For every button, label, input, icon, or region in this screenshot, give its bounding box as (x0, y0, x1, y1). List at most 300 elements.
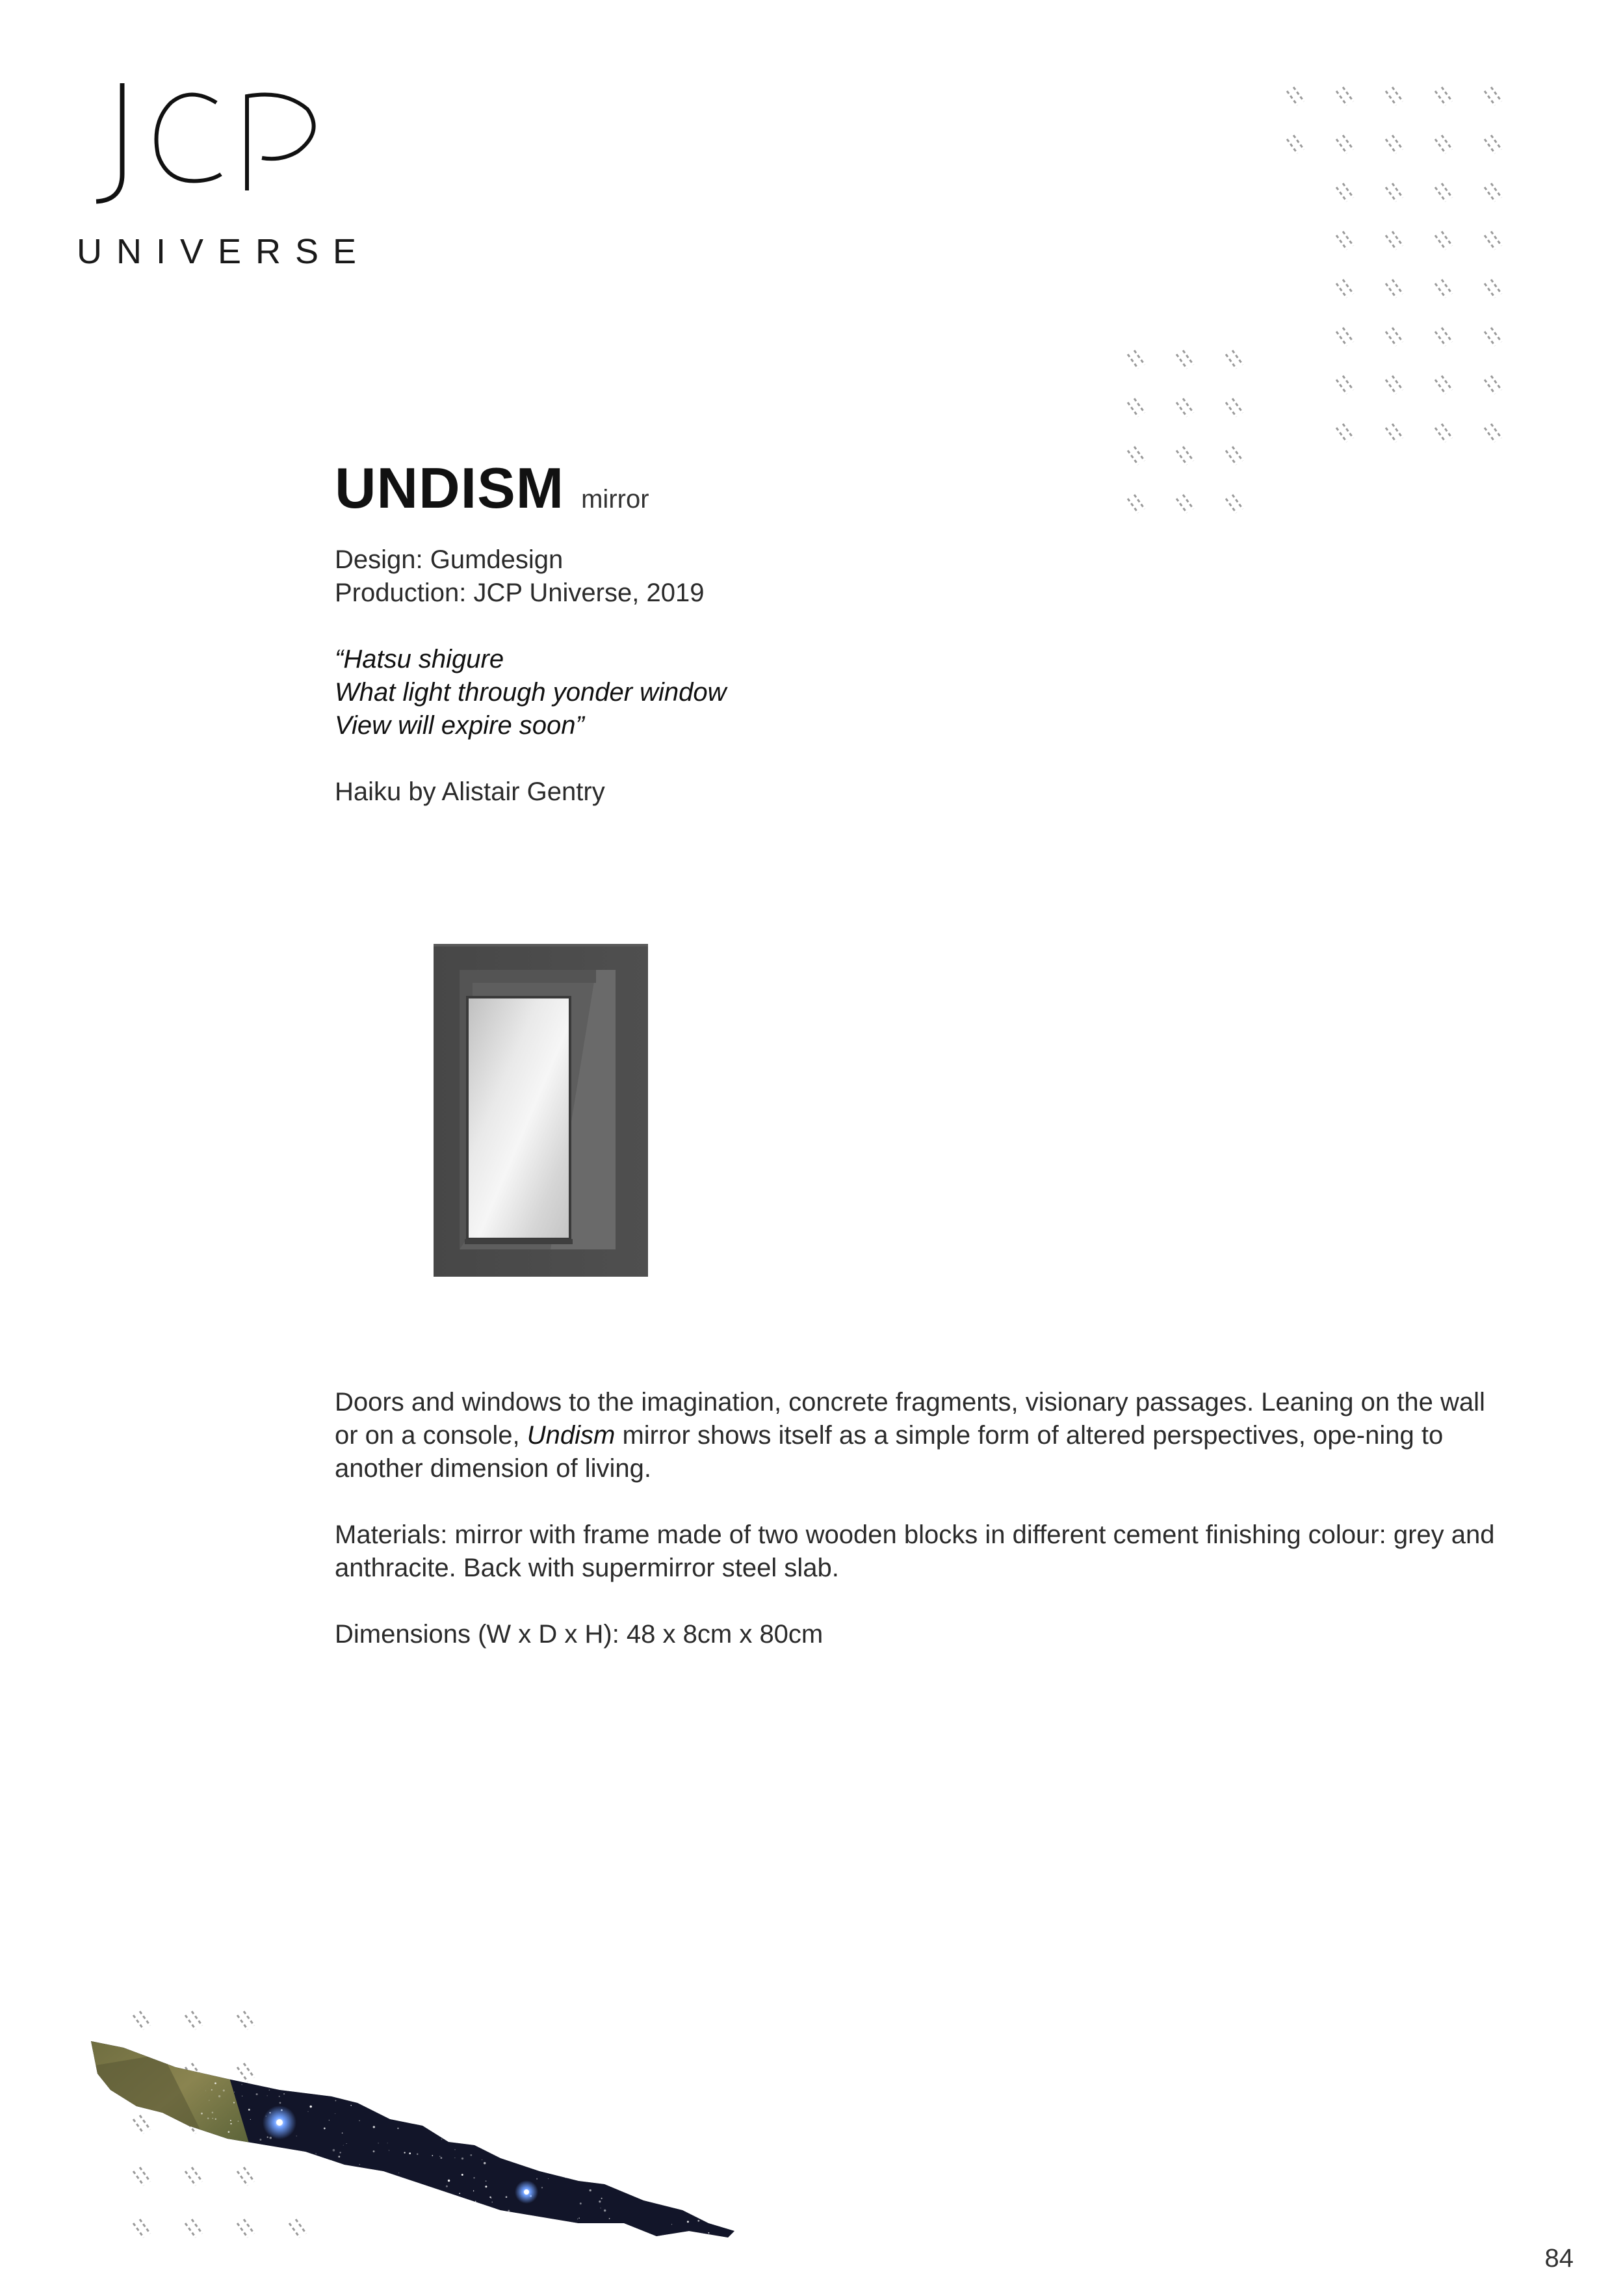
star (642, 2110, 643, 2111)
slash-mark (1485, 187, 1495, 202)
brand-subtitle: UNIVERSE (77, 232, 371, 271)
star (611, 2174, 612, 2176)
star (439, 2191, 440, 2192)
slash-mark (1392, 328, 1403, 342)
star (721, 2217, 722, 2219)
slash-mark (1386, 139, 1396, 153)
star (203, 2237, 205, 2239)
slash-mark (1386, 332, 1396, 346)
star (709, 2119, 710, 2120)
star (710, 2059, 711, 2061)
star (316, 2230, 317, 2232)
star (459, 2193, 460, 2194)
star (234, 2092, 235, 2093)
star (620, 2146, 621, 2147)
star (731, 2063, 733, 2065)
star (536, 2060, 537, 2061)
star (461, 2174, 463, 2176)
star (267, 2136, 268, 2137)
star (764, 2176, 766, 2178)
star (279, 2102, 281, 2104)
star (417, 2154, 418, 2155)
slash-mark (1491, 231, 1501, 246)
star (640, 2178, 642, 2180)
slash-mark (1485, 139, 1495, 153)
star (662, 2078, 663, 2080)
star (518, 2058, 519, 2059)
star (441, 2075, 442, 2076)
star (530, 2089, 532, 2091)
slash-mark (133, 2015, 144, 2029)
star (768, 2230, 770, 2231)
slash-mark (1336, 332, 1347, 346)
materials-paragraph: Materials: mirror with frame made of two wooden blocks in different cement finishing colour: grey and anthracite. Back with supermirror steel slab. (335, 1520, 1495, 1582)
star (355, 2198, 357, 2200)
star (579, 2147, 581, 2149)
star (618, 2111, 619, 2113)
star (751, 2073, 753, 2074)
star (250, 2119, 251, 2120)
design-credit: Design: Gumdesign (335, 545, 564, 574)
star (439, 2156, 441, 2157)
star (701, 2131, 702, 2132)
star (233, 2102, 235, 2103)
star (324, 2128, 326, 2130)
star (761, 2174, 762, 2176)
slash-mark (1336, 380, 1347, 394)
star (729, 2129, 731, 2131)
star (239, 2065, 240, 2066)
star (216, 2144, 218, 2146)
star (548, 2178, 549, 2179)
star (503, 2133, 504, 2134)
star (533, 2078, 534, 2080)
slash-mark (1232, 350, 1243, 365)
slash-mark (1392, 231, 1403, 246)
slash-mark (1442, 87, 1452, 101)
star (249, 2205, 250, 2206)
star (562, 2097, 564, 2099)
slash-mark (1491, 87, 1501, 101)
star (230, 2123, 231, 2124)
product-info (335, 455, 1505, 809)
slash-mark (1386, 91, 1396, 105)
star (514, 2070, 516, 2072)
star (331, 2232, 332, 2233)
slash-mark (1435, 380, 1446, 394)
star (708, 2232, 709, 2234)
star (571, 2171, 573, 2172)
star (575, 2161, 577, 2163)
star (580, 2148, 582, 2150)
star (482, 2127, 483, 2128)
star (562, 2081, 564, 2083)
star (604, 2210, 606, 2212)
star (760, 2122, 762, 2124)
star (477, 2055, 478, 2056)
star (538, 2131, 539, 2132)
slash-mark (1343, 424, 1353, 438)
star (452, 2067, 455, 2070)
star (401, 2219, 403, 2221)
slash-mark (192, 2011, 202, 2026)
slash-mark (1336, 91, 1347, 105)
slash-mark (1336, 139, 1347, 153)
star (343, 2145, 344, 2146)
slash-mark (1176, 402, 1187, 417)
star (404, 2152, 405, 2153)
star (409, 2152, 411, 2154)
star (276, 2087, 278, 2089)
star (485, 2185, 487, 2187)
star (452, 2211, 453, 2213)
star (405, 2197, 407, 2199)
star (694, 2161, 695, 2162)
star (751, 2169, 752, 2170)
product-description (335, 1386, 1505, 1684)
star (762, 2151, 763, 2152)
star (675, 2239, 677, 2241)
star (277, 2055, 279, 2057)
star (584, 2068, 586, 2070)
star (642, 2192, 644, 2194)
mirror-illustration (434, 944, 648, 1277)
slash-mark (1128, 402, 1138, 417)
star (487, 2215, 489, 2217)
star (478, 2073, 479, 2074)
star (755, 2170, 756, 2171)
star (601, 2162, 602, 2163)
star (568, 2074, 569, 2075)
star (569, 2231, 570, 2232)
slash-mark (1343, 231, 1353, 246)
star (669, 2099, 671, 2101)
star (750, 2151, 751, 2152)
star (580, 2202, 582, 2204)
star (212, 2112, 214, 2114)
star (317, 2067, 318, 2069)
star (428, 2218, 430, 2220)
star (432, 2155, 433, 2156)
star (749, 2185, 750, 2186)
star (304, 2085, 306, 2087)
star (757, 2116, 758, 2117)
star (484, 2063, 485, 2065)
star (337, 2220, 339, 2221)
star (418, 2070, 419, 2072)
star (609, 2136, 610, 2137)
slash-mark (1392, 424, 1403, 438)
star (731, 2066, 732, 2067)
slash-mark (185, 2015, 196, 2029)
star (565, 2106, 566, 2107)
star (218, 2159, 220, 2161)
star (421, 2107, 423, 2109)
slash-mark (1343, 87, 1353, 101)
star (398, 2172, 399, 2173)
star (234, 2190, 235, 2191)
star (256, 2093, 258, 2095)
star (338, 2156, 340, 2158)
star (536, 2178, 538, 2180)
star (458, 2128, 460, 2130)
star (586, 2109, 588, 2111)
star (676, 2087, 677, 2089)
star (298, 2204, 299, 2205)
star (634, 2190, 635, 2191)
slash-mark (1128, 354, 1138, 369)
star (577, 2068, 578, 2069)
star (255, 2234, 257, 2236)
star (440, 2055, 441, 2057)
star (470, 2154, 472, 2156)
slash-mark (1336, 428, 1347, 442)
star (520, 2118, 522, 2120)
star (285, 2163, 286, 2164)
star (294, 2086, 296, 2088)
slash-mark (1343, 280, 1353, 294)
credits (335, 543, 1505, 610)
star (259, 2139, 261, 2141)
star (289, 2217, 290, 2218)
star (298, 2198, 300, 2200)
star (315, 2153, 317, 2154)
star (296, 2054, 298, 2055)
star (308, 2111, 309, 2112)
slash-mark (1343, 328, 1353, 342)
star (308, 2229, 310, 2231)
star (710, 2180, 712, 2182)
star (417, 2227, 419, 2229)
slash-mark (1336, 187, 1347, 202)
slash-mark (1336, 283, 1347, 298)
star (358, 2229, 360, 2231)
star (561, 2098, 563, 2100)
star (319, 2187, 320, 2188)
star (678, 2183, 680, 2185)
slash-mark (1293, 87, 1304, 101)
star (269, 2089, 270, 2091)
star (267, 2095, 268, 2096)
star (463, 2228, 465, 2230)
slash-mark (1485, 235, 1495, 250)
star (541, 2080, 543, 2082)
slash-mark (1485, 91, 1495, 105)
star (406, 2234, 408, 2236)
slash-mark (1435, 91, 1446, 105)
slash-mark (1386, 428, 1396, 442)
star (701, 2145, 702, 2146)
star (750, 2138, 753, 2141)
star (563, 2128, 565, 2130)
star (772, 2095, 773, 2096)
star (407, 2101, 408, 2102)
star (672, 2200, 673, 2201)
star (697, 2132, 698, 2133)
star (748, 2144, 750, 2146)
star (342, 2132, 343, 2133)
slash-mark (1491, 328, 1501, 342)
star (658, 2156, 660, 2158)
star (574, 2127, 576, 2129)
star (725, 2059, 727, 2061)
star (252, 2067, 254, 2069)
star (359, 2120, 360, 2121)
star (687, 2060, 688, 2061)
star (679, 2194, 681, 2196)
star (339, 2152, 341, 2153)
star (721, 2196, 722, 2197)
star (260, 2153, 262, 2155)
star (663, 2193, 665, 2195)
slash-mark (1435, 235, 1446, 250)
star (352, 2098, 354, 2100)
slash-mark (1435, 332, 1446, 346)
slash-mark (1485, 428, 1495, 442)
star (373, 2150, 375, 2152)
slash-mark (1343, 135, 1353, 150)
star (491, 2197, 492, 2198)
star (730, 2176, 732, 2178)
star (211, 2089, 213, 2091)
star (627, 2086, 629, 2088)
star (654, 2058, 655, 2059)
slash-mark (1134, 398, 1145, 413)
star (381, 2065, 383, 2067)
star (333, 2149, 335, 2152)
star (506, 2196, 508, 2198)
slash-mark (1134, 350, 1145, 365)
slash-mark (1442, 376, 1452, 390)
page-number: 84 (1544, 2244, 1574, 2273)
star (486, 2180, 487, 2182)
star (469, 2137, 471, 2138)
star (245, 2220, 246, 2221)
star (335, 2100, 336, 2101)
slash-mark (1232, 398, 1243, 413)
star (517, 2076, 519, 2078)
star (720, 2090, 721, 2092)
product-type: mirror (581, 485, 649, 514)
star (601, 2198, 603, 2199)
star (443, 2119, 444, 2120)
slash-mark (1386, 187, 1396, 202)
star (465, 2083, 467, 2084)
star (686, 2195, 687, 2197)
star (747, 2115, 749, 2116)
haiku (335, 643, 1505, 742)
star (562, 2124, 563, 2125)
star (581, 2054, 582, 2055)
star (755, 2083, 756, 2084)
star (441, 2157, 443, 2159)
slash-mark (1435, 428, 1446, 442)
star (760, 2239, 761, 2241)
star (647, 2184, 648, 2185)
star (744, 2054, 746, 2055)
star (512, 2240, 514, 2242)
star (744, 2110, 746, 2112)
slash-mark (1491, 376, 1501, 390)
star (272, 2202, 274, 2204)
slash-mark (1392, 183, 1403, 198)
star (215, 2119, 216, 2120)
slash-mark (1442, 328, 1452, 342)
star (578, 2217, 579, 2218)
star (590, 2189, 591, 2191)
star (429, 2107, 430, 2108)
star (474, 2237, 476, 2239)
star (262, 2147, 263, 2148)
star (576, 2149, 578, 2151)
haiku-line: View will expire soon” (335, 711, 584, 740)
star (309, 2176, 311, 2177)
star (308, 2177, 309, 2178)
star (287, 2060, 289, 2061)
star (720, 2185, 721, 2187)
slash-mark (1392, 87, 1403, 101)
star (448, 2180, 450, 2182)
star (395, 2073, 397, 2075)
star (514, 2116, 515, 2117)
star (599, 2200, 601, 2202)
product-title: UNDISM (335, 456, 565, 520)
star (428, 2104, 430, 2106)
slash-mark (1491, 424, 1501, 438)
star (645, 2103, 646, 2104)
production-credit: Production: JCP Universe, 2019 (335, 579, 705, 607)
star (452, 2124, 454, 2126)
star (207, 2117, 209, 2119)
star (458, 2216, 460, 2217)
slash-mark (1287, 91, 1297, 105)
star (461, 2158, 463, 2159)
star (467, 2100, 469, 2102)
star (480, 2131, 482, 2132)
star (633, 2119, 635, 2120)
star (558, 2070, 559, 2071)
star (517, 2150, 519, 2152)
star (359, 2164, 360, 2165)
star (743, 2222, 745, 2224)
slash-mark (1287, 139, 1297, 153)
star (475, 2201, 476, 2202)
star (708, 2062, 710, 2064)
star (357, 2205, 359, 2207)
star (230, 2120, 231, 2121)
star (272, 2227, 274, 2229)
star (550, 2126, 551, 2127)
slash-mark (1435, 139, 1446, 153)
star (292, 2082, 294, 2083)
star (346, 2143, 347, 2144)
star (423, 2101, 424, 2102)
star (565, 2177, 566, 2178)
star (293, 2228, 295, 2230)
slash-mark (237, 2015, 248, 2029)
star (474, 2208, 475, 2210)
star (517, 2229, 519, 2231)
star (384, 2226, 385, 2227)
star (441, 2139, 443, 2140)
star (642, 2191, 643, 2192)
slash-mark (1343, 376, 1353, 390)
star (508, 2213, 510, 2214)
slash-mark (1485, 332, 1495, 346)
star (682, 2166, 684, 2167)
star (682, 2234, 683, 2235)
star (588, 2232, 590, 2234)
